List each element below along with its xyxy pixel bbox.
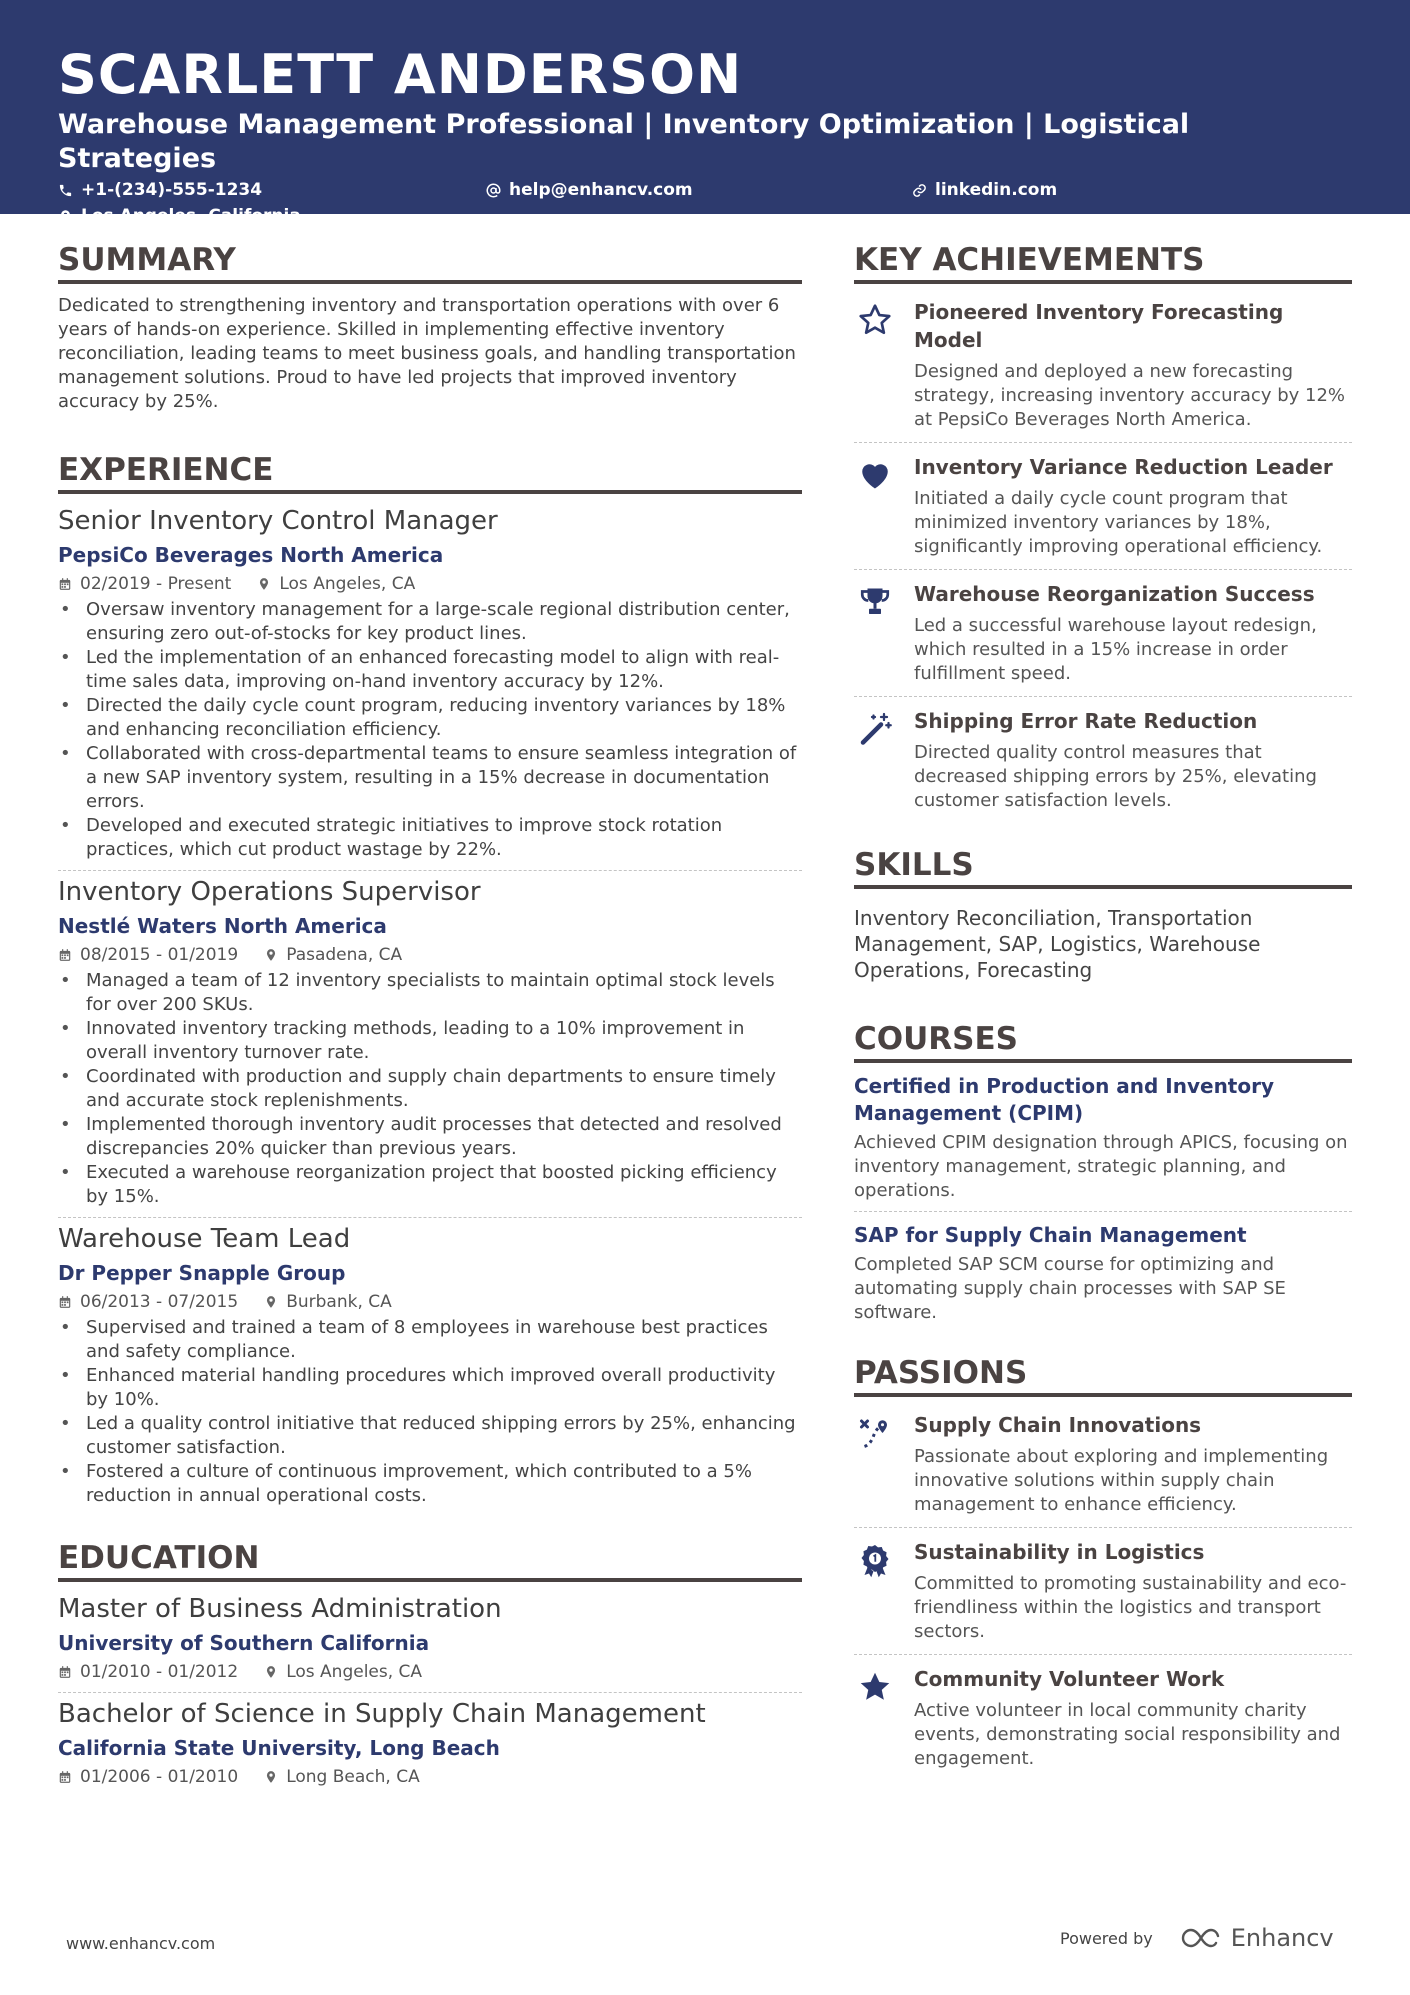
location-pin-icon [264, 1770, 278, 1784]
school-name: California State University, Long Beach [58, 1736, 500, 1760]
calendar-icon [58, 577, 72, 591]
achievement-desc: Designed and deployed a new forecasting strategy, increasing inventory accuracy by 12% at PepsiCo Beverages North America. [914, 361, 1345, 430]
heart-icon-wrap [854, 453, 896, 559]
education-location [264, 1765, 420, 1789]
course-item [854, 1073, 1352, 1203]
education-dates [58, 1660, 238, 1684]
passion-item [854, 1401, 1352, 1527]
location-pin-icon [264, 1665, 278, 1679]
passion-desc: Committed to promoting sustainability and eco-friendliness within the logistics and transport sectors. [914, 1573, 1347, 1642]
contact-info [58, 180, 1352, 236]
job-dates-text: 08/2015 - 01/2019 [80, 945, 239, 965]
divider [58, 870, 802, 871]
job-meta [58, 943, 802, 967]
job-dates-text: 02/2019 - Present [80, 574, 232, 594]
job-dates [58, 1290, 238, 1314]
link-icon [912, 183, 927, 198]
course-desc: Achieved CPIM designation through APICS, focusing on inventory management, strategic planning, and operations. [854, 1132, 1348, 1201]
passion-title: Sustainability in Logistics [914, 1540, 1205, 1564]
passion-title: Supply Chain Innovations [914, 1413, 1202, 1437]
achievement-desc: Directed quality control measures that decreased shipping errors by 25%, elevating customer satisfaction levels. [914, 742, 1317, 811]
job-dates [58, 572, 231, 596]
right-column [854, 240, 1352, 1781]
calendar-icon [58, 1295, 72, 1309]
passion-desc: Passionate about exploring and implementing innovative solutions within supply chain management to enhance efficiency. [914, 1446, 1329, 1515]
footer-branding [1060, 1924, 1334, 1952]
powered-by-label: Powered by [1060, 1928, 1153, 1948]
job-bullet: • Managed a team of 12 inventory specialists to maintain optimal stock levels for over 200 SKUs. [58, 969, 802, 1017]
course-title: SAP for Supply Chain Management [854, 1223, 1247, 1247]
job-entry [58, 1222, 802, 1508]
award-ribbon-icon [857, 1542, 893, 1578]
star-outline-icon [857, 302, 893, 338]
location-text: Los Angeles, California [81, 206, 301, 226]
job-location [264, 943, 402, 967]
passion-item [854, 1528, 1352, 1654]
education-location-text: Long Beach, CA [286, 1767, 420, 1787]
achievement-body [914, 580, 1352, 686]
passion-body [914, 1538, 1352, 1644]
achievement-item [854, 288, 1352, 442]
resume-header [0, 0, 1410, 226]
divider [58, 1217, 802, 1218]
summary-text: Dedicated to strengthening inventory and transportation operations with over 6 years of hands-on experience. Skilled in implementing effective inventory reconciliation, leading teams to meet business goals, and handling transportation management solutions. Proud to have led projects that improved inventory accuracy by 25%. [58, 295, 796, 412]
degree-title: Bachelor of Science in Supply Chain Management [58, 1699, 706, 1729]
job-title: Warehouse Team Lead [58, 1224, 351, 1254]
passion-desc: Active volunteer in local community charity events, demonstrating social responsibility and engagement. [914, 1700, 1341, 1769]
job-dates [58, 943, 238, 967]
course-title: Certified in Production and Inventory Management (CPIM) [854, 1074, 1275, 1125]
left-column [58, 240, 802, 1789]
trophy-icon [857, 584, 893, 620]
job-bullets [58, 598, 802, 862]
education-entry [58, 1697, 802, 1789]
education-location [264, 1660, 422, 1684]
enhancv-logo-icon [1179, 1926, 1223, 1950]
job-location-text: Pasadena, CA [286, 945, 403, 965]
job-bullet: • Led the implementation of an enhanced forecasting model to align with real-time sales data, improving on-hand inventory accuracy by 12%. [58, 646, 802, 694]
achievement-title: Pioneered Inventory Forecasting Model [914, 300, 1284, 352]
route-icon [857, 1415, 893, 1451]
job-company: Nestlé Waters North America [58, 914, 387, 938]
education-location-text: Los Angeles, CA [286, 1662, 423, 1682]
job-bullet: • Implemented thorough inventory audit processes that detected and resolved discrepancies 20% quicker than previous years. [58, 1113, 802, 1161]
achievement-item [854, 443, 1352, 569]
job-entry [58, 504, 802, 862]
achievement-body [914, 707, 1352, 813]
achievement-desc: Led a successful warehouse layout redesign, which resulted in a 15% increase in order fulfillment speed. [914, 615, 1317, 684]
job-bullet: • Led a quality control initiative that reduced shipping errors by 25%, enhancing customer satisfaction. [58, 1412, 802, 1460]
trophy-icon-wrap [854, 580, 896, 686]
job-location [257, 572, 415, 596]
phone-icon [58, 183, 73, 198]
achievement-title: Inventory Variance Reduction Leader [914, 455, 1333, 479]
divider [58, 1692, 802, 1693]
job-bullet: • Innovated inventory tracking methods, leading to a 10% improvement in overall inventory turnover rate. [58, 1017, 802, 1065]
website-text: linkedin.com [935, 180, 1058, 200]
contact-website[interactable] [912, 180, 1057, 200]
achievement-body [914, 453, 1352, 559]
education-meta [58, 1765, 802, 1789]
job-bullet: • Supervised and trained a team of 8 employees in warehouse best practices and safety compliance. [58, 1316, 802, 1364]
job-location [264, 1290, 392, 1314]
experience-heading: EXPERIENCE [58, 450, 802, 494]
candidate-title: Warehouse Management Professional | Inventory Optimization | Logistical Strategies [58, 109, 1190, 174]
contact-phone [58, 180, 262, 200]
star-outline-icon-wrap [854, 298, 896, 432]
email-text: help@enhancv.com [509, 180, 693, 200]
passion-body [914, 1411, 1352, 1517]
education-dates-text: 01/2010 - 01/2012 [80, 1662, 239, 1682]
magic-wand-icon [857, 711, 893, 747]
location-pin-icon [58, 209, 73, 224]
achievement-item [854, 697, 1352, 823]
job-meta [58, 1290, 802, 1314]
phone-text: +1-(234)-555-1234 [81, 180, 263, 200]
job-bullet: • Directed the daily cycle count program, reducing inventory variances by 18% and enhancing reconciliation efficiency. [58, 694, 802, 742]
location-pin-icon [257, 577, 271, 591]
calendar-icon [58, 1665, 72, 1679]
job-meta [58, 572, 802, 596]
summary-heading: SUMMARY [58, 240, 802, 284]
job-location-text: Los Angeles, CA [279, 574, 416, 594]
brand-logo[interactable] [1179, 1924, 1334, 1952]
degree-title: Master of Business Administration [58, 1594, 502, 1624]
achievement-body [914, 298, 1352, 432]
calendar-icon [58, 1770, 72, 1784]
award-ribbon-icon-wrap [854, 1538, 896, 1644]
job-title: Inventory Operations Supervisor [58, 877, 481, 907]
skills-heading: SKILLS [854, 845, 1352, 889]
job-bullets [58, 1316, 802, 1508]
calendar-icon [58, 948, 72, 962]
passions-heading: PASSIONS [854, 1353, 1352, 1397]
brand-name: Enhancv [1230, 1924, 1334, 1952]
course-desc: Completed SAP SCM course for optimizing and automating supply chain processes with SAP SE software. [854, 1254, 1286, 1323]
achievement-item [854, 570, 1352, 696]
job-location-text: Burbank, CA [286, 1292, 392, 1312]
job-bullet: • Oversaw inventory management for a large-scale regional distribution center, ensuring zero out-of-stocks for key product lines. [58, 598, 802, 646]
education-meta [58, 1660, 802, 1684]
job-company: PepsiCo Beverages North America [58, 543, 444, 567]
education-entry [58, 1592, 802, 1684]
at-sign-icon [486, 183, 501, 198]
heart-icon [857, 457, 893, 493]
location-pin-icon [264, 1295, 278, 1309]
divider [854, 1211, 1352, 1212]
magic-wand-icon-wrap [854, 707, 896, 813]
job-bullets [58, 969, 802, 1209]
star-filled-icon-wrap [854, 1665, 896, 1771]
footer-website[interactable]: www.enhancv.com [66, 1934, 216, 1953]
location-pin-icon [264, 948, 278, 962]
job-bullet: • Developed and executed strategic initiatives to improve stock rotation practices, which cut product wastage by 22%. [58, 814, 802, 862]
route-icon-wrap [854, 1411, 896, 1517]
passion-body [914, 1665, 1352, 1771]
contact-email[interactable] [486, 180, 693, 200]
achievement-title: Shipping Error Rate Reduction [914, 709, 1258, 733]
passion-title: Community Volunteer Work [914, 1667, 1225, 1691]
job-bullet: • Fostered a culture of continuous improvement, which contributed to a 5% reduction in annual operational costs. [58, 1460, 802, 1508]
course-item [854, 1222, 1352, 1325]
candidate-name: SCARLETT ANDERSON [58, 43, 743, 106]
education-dates-text: 01/2006 - 01/2010 [80, 1767, 239, 1787]
job-company: Dr Pepper Snapple Group [58, 1261, 346, 1285]
education-heading: EDUCATION [58, 1538, 802, 1582]
job-bullet: • Executed a warehouse reorganization project that boosted picking efficiency by 15%. [58, 1161, 802, 1209]
achievement-title: Warehouse Reorganization Success [914, 582, 1315, 606]
star-filled-icon [857, 1669, 893, 1705]
job-bullet: • Coordinated with production and supply chain departments to ensure timely and accurate stock replenishments. [58, 1065, 802, 1113]
school-name: University of Southern California [58, 1631, 430, 1655]
skills-text: Inventory Reconciliation, Transportation Management, SAP, Logistics, Warehouse Operations, Forecasting [854, 906, 1261, 982]
job-dates-text: 06/2013 - 07/2015 [80, 1292, 239, 1312]
achievement-desc: Initiated a daily cycle count program that minimized inventory variances by 18%, significantly improving operational efficiency. [914, 488, 1323, 557]
courses-heading: COURSES [854, 1019, 1352, 1063]
job-bullet: • Collaborated with cross-departmental teams to ensure seamless integration of a new SAP inventory system, resulting in a 15% decrease in documentation errors. [58, 742, 802, 814]
job-entry [58, 875, 802, 1209]
education-dates [58, 1765, 238, 1789]
achievements-heading: KEY ACHIEVEMENTS [854, 240, 1352, 284]
job-bullet: • Enhanced material handling procedures which improved overall productivity by 10%. [58, 1364, 802, 1412]
job-title: Senior Inventory Control Manager [58, 506, 498, 536]
passion-item [854, 1655, 1352, 1781]
contact-location [58, 206, 301, 226]
